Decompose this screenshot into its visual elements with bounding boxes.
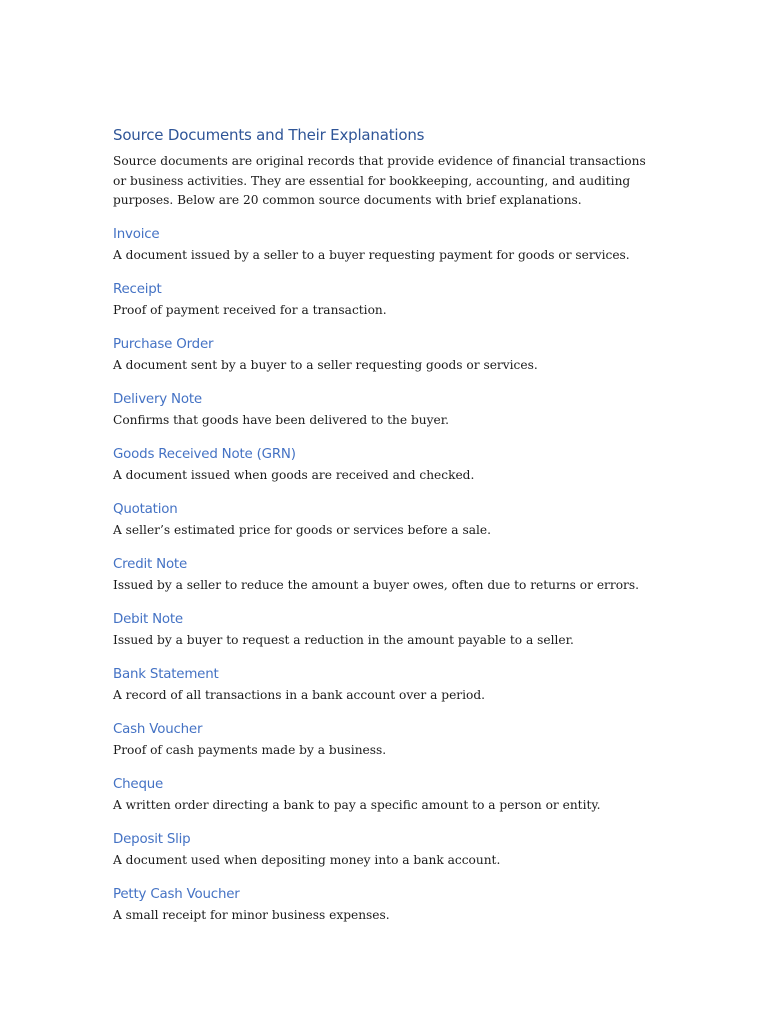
entry-description: Proof of cash payments made by a business. (113, 742, 387, 757)
entry-description: A written order directing a bank to pay a specific amount to a person or entity. (113, 797, 601, 812)
entry-deposit-slip (113, 830, 653, 869)
entry-description: A seller’s estimated price for goods or services before a sale. (113, 522, 491, 537)
entry-debit-note (113, 610, 653, 649)
entry-invoice (113, 225, 653, 264)
entry-heading: Invoice (113, 226, 160, 242)
entry-quotation (113, 500, 653, 539)
entry-description: A document issued when goods are received and checked. (113, 467, 475, 482)
entry-delivery-note (113, 390, 653, 429)
entry-cash-voucher (113, 720, 653, 759)
entry-description: Issued by a seller to reduce the amount a buyer owes, often due to returns or errors. (113, 577, 639, 592)
entry-heading: Delivery Note (113, 391, 202, 407)
entry-bank-statement (113, 665, 653, 704)
entry-heading: Purchase Order (113, 336, 214, 352)
entry-purchase-order (113, 335, 653, 374)
entry-heading: Debit Note (113, 611, 183, 627)
document-page (113, 124, 653, 924)
entry-heading: Goods Received Note (GRN) (113, 446, 296, 462)
entry-description: Confirms that goods have been delivered to the buyer. (113, 412, 450, 427)
entry-description: A document issued by a seller to a buyer requesting payment for goods or services. (113, 247, 630, 262)
entry-description: Issued by a buyer to request a reduction in the amount payable to a seller. (113, 632, 574, 647)
entry-petty-cash-voucher (113, 885, 653, 924)
entry-description: A small receipt for minor business expenses. (113, 907, 390, 922)
entry-heading: Cheque (113, 776, 164, 792)
entry-cheque (113, 775, 653, 814)
entry-heading: Petty Cash Voucher (113, 886, 240, 902)
intro-paragraph: Source documents are original records that provide evidence of financial transactions or business activities. They are essential for bookkeeping, accounting, and auditing purposes. Below are 20 common source documents with brief explanations. (113, 154, 646, 207)
entry-description: A document used when depositing money into a bank account. (113, 852, 501, 867)
entry-heading: Cash Voucher (113, 721, 203, 737)
entry-heading: Deposit Slip (113, 831, 191, 847)
entry-receipt (113, 280, 653, 319)
entry-description: Proof of payment received for a transaction. (113, 302, 387, 317)
entry-description: A document sent by a buyer to a seller requesting goods or services. (113, 357, 538, 372)
entry-description: A record of all transactions in a bank account over a period. (113, 687, 486, 702)
entry-goods-received-note (113, 445, 653, 484)
document-title: Source Documents and Their Explanations (113, 126, 425, 144)
entry-heading: Credit Note (113, 556, 188, 572)
entry-heading: Receipt (113, 281, 162, 297)
entry-heading: Quotation (113, 501, 178, 517)
entry-heading: Bank Statement (113, 666, 219, 682)
entry-credit-note (113, 555, 653, 594)
